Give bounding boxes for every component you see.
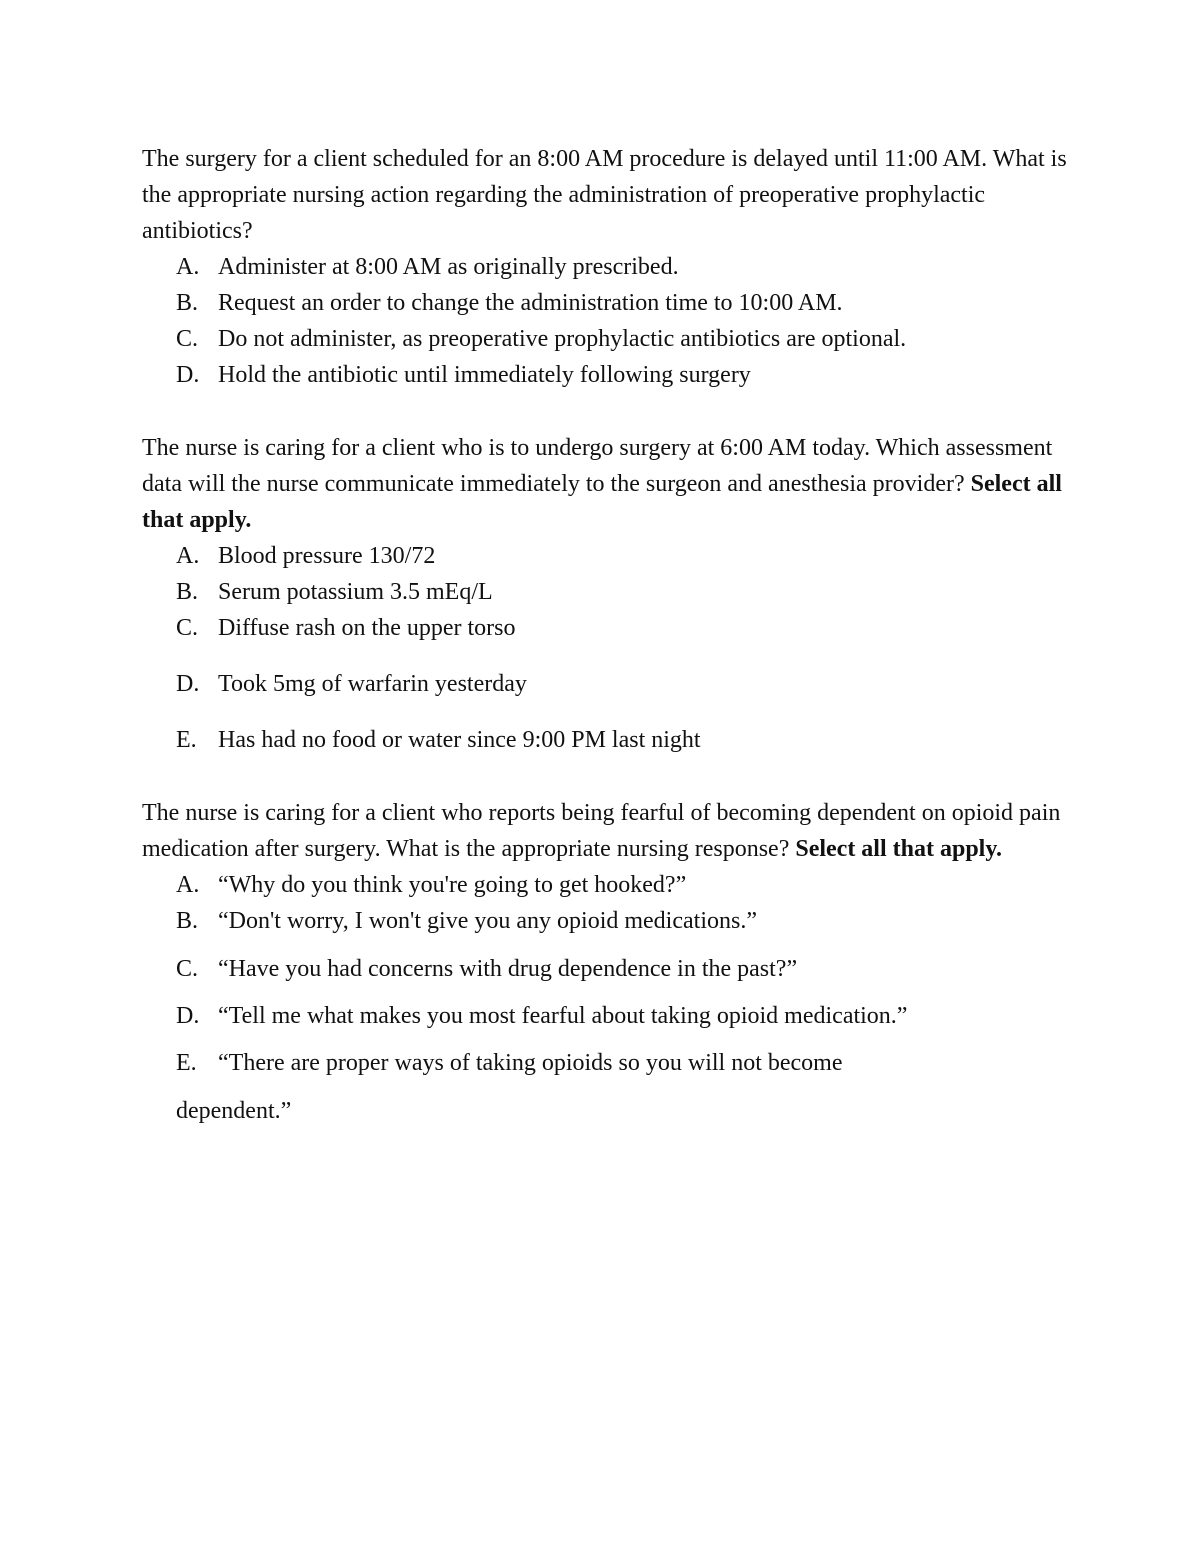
option-text: Took 5mg of warfarin yesterday (218, 671, 527, 697)
option-letter: D. (176, 362, 200, 388)
option-text: Blood pressure 130/72 (218, 543, 436, 569)
select-all-instruction: Select all that apply. (142, 471, 1062, 533)
option-text: “Why do you think you're going to get hooked?” (218, 872, 687, 898)
option-text: “Tell me what makes you most fearful about taking opioid medication.” (218, 1003, 908, 1029)
option-text: Do not administer, as preoperative prophylactic antibiotics are optional. (218, 326, 907, 352)
option-letter: A. (176, 254, 200, 280)
question-3-option-b (142, 903, 1082, 939)
question-1 (142, 141, 1082, 393)
option-letter: E. (176, 1050, 197, 1076)
option-text: “There are proper ways of taking opioids so you will not become (218, 1050, 843, 1076)
option-letter: C. (176, 956, 199, 982)
option-letter: C. (176, 615, 199, 641)
option-letter: D. (176, 671, 200, 697)
option-text: Hold the antibiotic until immediately following surgery (218, 362, 751, 388)
option-letter: D. (176, 1003, 200, 1029)
question-3-option-d (142, 998, 1082, 1034)
question-1-option-a (142, 249, 1082, 285)
question-1-stem-text: The surgery for a client scheduled for an 8:00 AM procedure is delayed until 11:00 AM. What is the appropriate nursing action regarding the administration of preoperative prophylactic antibiotics? (142, 146, 1067, 244)
option-letter: A. (176, 543, 200, 569)
option-text: “Don't worry, I won't give you any opioid medications.” (218, 908, 757, 934)
question-2-option-d (142, 666, 1082, 702)
option-letter: C. (176, 326, 199, 352)
option-letter: B. (176, 579, 199, 605)
option-letter: E. (176, 727, 197, 753)
question-2-options (142, 538, 1082, 758)
question-3-option-e (142, 1045, 1082, 1129)
option-text: Administer at 8:00 AM as originally prescribed. (218, 254, 679, 280)
option-text: “Have you had concerns with drug dependence in the past?” (218, 956, 798, 982)
option-text: Serum potassium 3.5 mEq/L (218, 579, 493, 605)
question-2 (142, 430, 1082, 758)
option-text: Has had no food or water since 9:00 PM last night (218, 727, 701, 753)
question-1-options (142, 249, 1082, 393)
question-1-option-b (142, 285, 1082, 321)
question-2-option-a (142, 538, 1082, 574)
question-2-stem (142, 430, 1072, 538)
question-3-stem-text: The nurse is caring for a client who reports being fearful of becoming dependent on opioid pain medication after surgery. What is the appropriate nursing response? (142, 800, 1061, 862)
document-page (142, 141, 1082, 1129)
question-2-option-c (142, 610, 1082, 646)
question-2-option-e (142, 722, 1082, 758)
question-1-option-c (142, 321, 1082, 357)
question-2-option-b (142, 574, 1082, 610)
question-3-stem (142, 795, 1072, 867)
option-text-continuation: dependent.” (176, 1098, 292, 1124)
option-text: Diffuse rash on the upper torso (218, 615, 516, 641)
question-3-option-c (142, 951, 1082, 987)
question-3-option-a (142, 867, 1082, 903)
question-1-option-d (142, 357, 1082, 393)
select-all-instruction: Select all that apply. (795, 836, 1003, 862)
question-3-options (142, 867, 1082, 1129)
option-letter: B. (176, 908, 199, 934)
question-3 (142, 795, 1082, 1129)
question-1-stem (142, 141, 1072, 249)
option-letter: B. (176, 290, 199, 316)
question-2-stem-text: The nurse is caring for a client who is to undergo surgery at 6:00 AM today. Which assessment data will the nurse communicate immediately to the surgeon and anesthesia provider? (142, 435, 1053, 497)
option-letter: A. (176, 872, 200, 898)
option-text: Request an order to change the administration time to 10:00 AM. (218, 290, 843, 316)
